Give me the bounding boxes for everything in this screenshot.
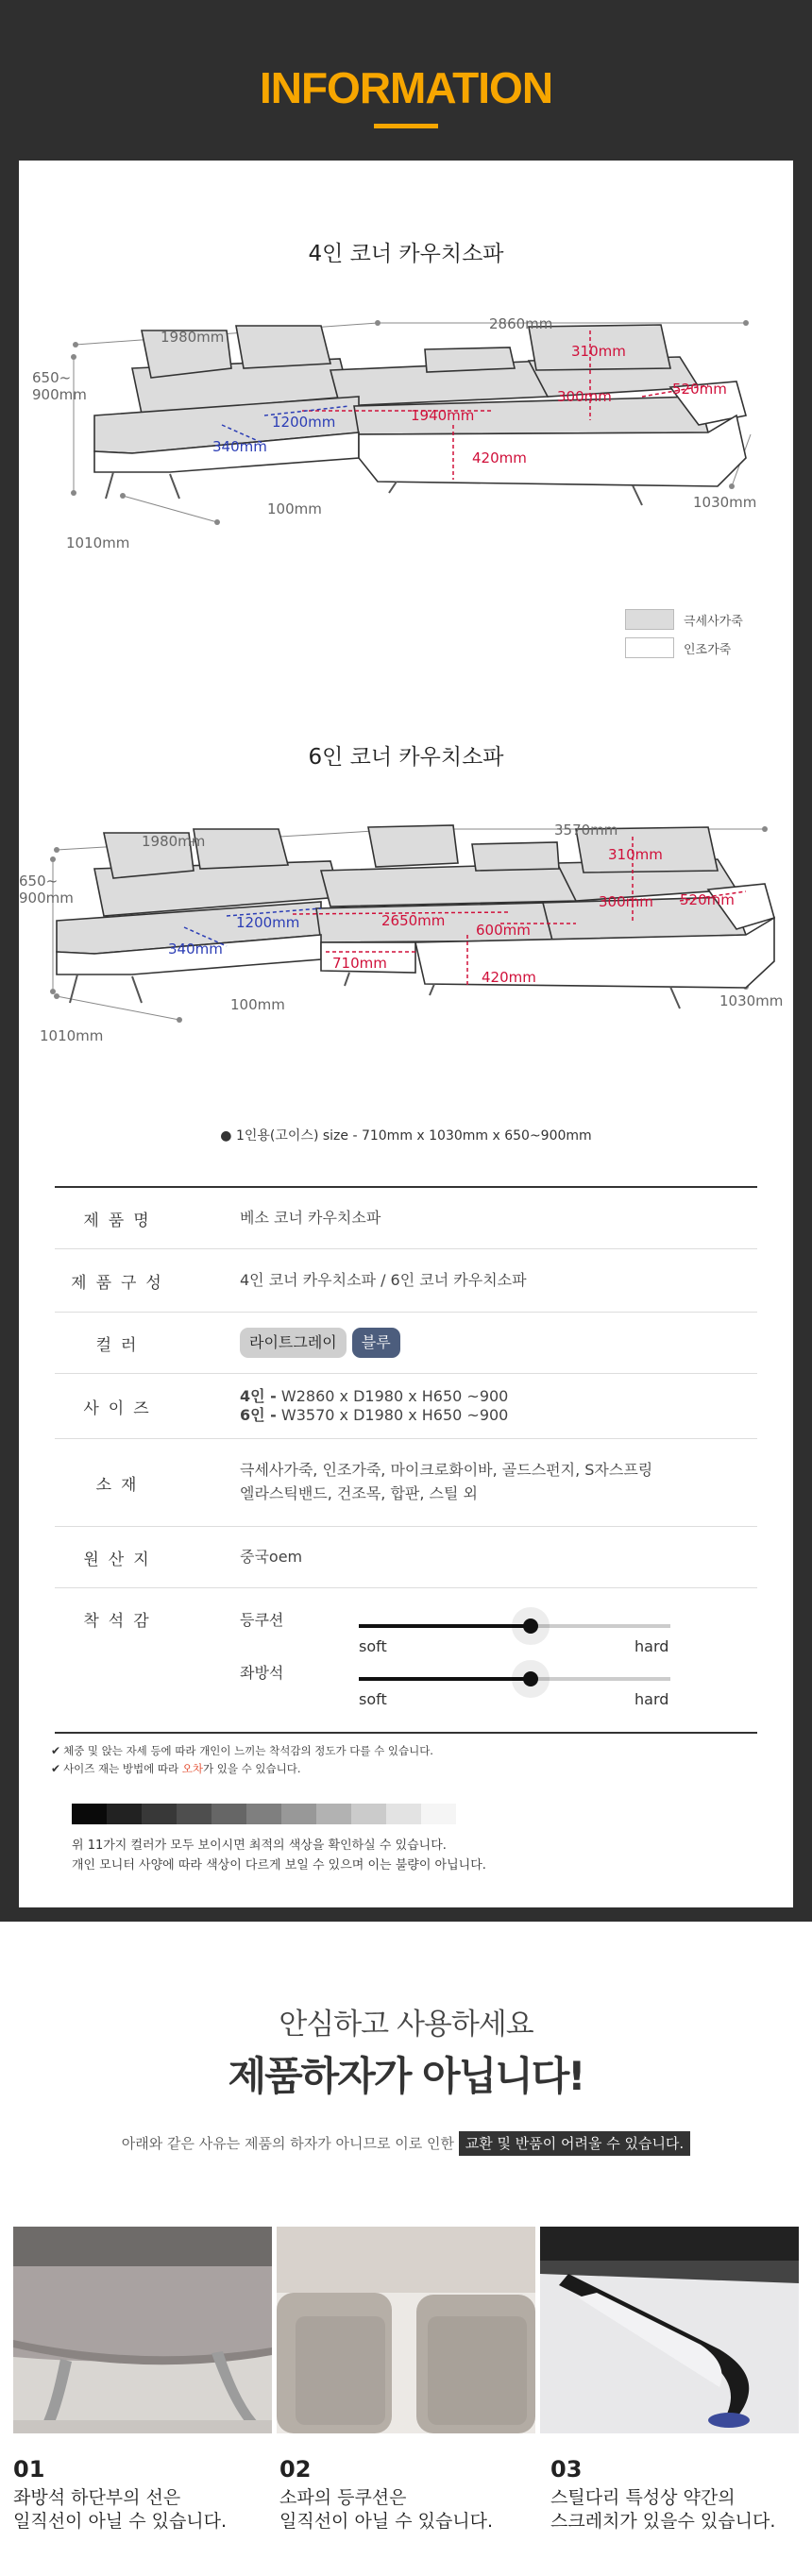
dim-height-line2: 900mm xyxy=(19,890,74,907)
dim-seat-height: 420mm xyxy=(472,449,527,466)
color-test-palette xyxy=(72,1804,456,1824)
notes xyxy=(51,1742,433,1778)
palette-swatch xyxy=(107,1804,142,1824)
dim-depth-left: 1010mm xyxy=(66,534,130,551)
caption-number: 03 xyxy=(550,2456,583,2483)
photo-back-cushion xyxy=(277,2227,535,2433)
caption-line: 스크레치가 있을수 있습니다. xyxy=(550,2510,776,2532)
dim-height-line1: 650~ xyxy=(19,873,59,890)
safety-desc-highlight: 교환 및 반품이 어려울 수 있습니다. xyxy=(459,2131,690,2156)
dim-back: 300mm xyxy=(599,893,653,910)
check-icon: ✔ xyxy=(51,1762,61,1776)
sofa-diagram-4seat xyxy=(19,293,793,604)
dim-module: 710mm xyxy=(332,955,387,972)
note-text: 체중 및 앉는 자세 등에 따라 개인이 느끼는 착석감의 정도가 다를 수 있습니다. xyxy=(63,1744,433,1757)
dim-arm-left: 340mm xyxy=(212,438,267,455)
palette-note-line: 개인 모니터 사양에 따라 색상이 다르게 보일 수 있으며 이는 불량이 아닙니다. xyxy=(72,1857,486,1873)
photo-seat-bottom xyxy=(13,2227,272,2433)
dim-seat-main: 1940mm xyxy=(411,407,475,424)
caption-01 xyxy=(13,2455,273,2534)
comfort-fill xyxy=(359,1677,531,1681)
dim-leg: 100mm xyxy=(230,996,285,1013)
spec-label: 소재 xyxy=(95,1475,146,1495)
size-value: W3570 x D1980 x H650 ~900 xyxy=(276,1406,509,1424)
caption-line: 일직선이 아닐 수 있습니다. xyxy=(13,2510,228,2532)
dim-height-line1: 650~ xyxy=(32,369,72,386)
dim-headrest: 310mm xyxy=(608,846,663,863)
caption-line: 좌방석 하단부의 선은 xyxy=(13,2487,181,2509)
material-legend xyxy=(625,609,743,666)
spec-value xyxy=(240,1527,757,1587)
safety-desc-text: 아래와 같은 사유는 제품의 하자가 아니므로 이로 인한 xyxy=(121,2135,459,2152)
model-title-4seat: 4인 코너 카우치소파 xyxy=(308,242,504,266)
dim-width-left: 1980mm xyxy=(161,329,225,346)
spec-row-material xyxy=(55,1439,757,1527)
dim-seat-mid: 600mm xyxy=(476,922,531,939)
palette-swatch xyxy=(72,1804,107,1824)
note-text: 사이즈 재는 방법에 따라 xyxy=(63,1762,182,1776)
palette-swatch xyxy=(281,1804,316,1824)
origin-value: 중국oem xyxy=(240,1547,303,1566)
dim-leg: 100mm xyxy=(267,500,322,517)
legend-label: 극세사가죽 xyxy=(684,614,743,629)
dim-depth-right: 1030mm xyxy=(693,494,757,511)
comfort-track xyxy=(359,1677,670,1681)
dim-headrest: 310mm xyxy=(571,343,626,360)
palette-swatch xyxy=(386,1804,421,1824)
palette-swatch xyxy=(211,1804,246,1824)
safety-description xyxy=(0,2133,812,2153)
caption-line: 일직선이 아닐 수 있습니다. xyxy=(279,2510,494,2532)
dim-depth-right: 1030mm xyxy=(719,992,784,1009)
spec-label: 원산지 xyxy=(83,1550,159,1569)
comfort-soft-label: soft xyxy=(359,1690,387,1708)
spec-value xyxy=(240,1249,757,1312)
palette-swatch xyxy=(177,1804,211,1824)
caption-line: 스틸다리 특성상 약간의 xyxy=(550,2487,736,2509)
size-label-bold: 4인 - xyxy=(240,1387,277,1405)
palette-note-line: 위 11가지 컬러가 모두 보이시면 최적의 색상을 확인하실 수 있습니다. xyxy=(72,1839,447,1853)
comfort-slider-back xyxy=(240,1609,757,1658)
spec-value xyxy=(240,1188,757,1248)
comfort-track xyxy=(359,1624,670,1628)
dim-seat-left: 1200mm xyxy=(236,914,300,931)
size-line-4seat xyxy=(240,1387,757,1406)
legend-item xyxy=(625,637,743,658)
note-line xyxy=(51,1742,433,1760)
palette-swatch xyxy=(351,1804,386,1824)
note-text: 가 있을 수 있습니다. xyxy=(203,1762,301,1776)
palette-swatch xyxy=(142,1804,177,1824)
model-title-6seat: 6인 코너 카우치소파 xyxy=(308,745,504,770)
size-label-bold: 6인 - xyxy=(240,1406,277,1424)
single-seat-size-note: ● 1인용(고이스) size - 710mm x 1030mm x 650~900mm xyxy=(220,1128,592,1144)
note-highlight: 오차 xyxy=(181,1762,203,1776)
comfort-soft-label: soft xyxy=(359,1637,387,1655)
comfort-name: 좌방석 xyxy=(240,1664,284,1682)
palette-swatch xyxy=(316,1804,351,1824)
caption-number: 02 xyxy=(279,2456,312,2483)
spec-row-size xyxy=(55,1374,757,1439)
comfort-hard-label: hard xyxy=(634,1637,669,1655)
spec-label: 제품명 xyxy=(83,1211,159,1230)
palette-swatch xyxy=(421,1804,456,1824)
palette-swatch xyxy=(246,1804,281,1824)
dim-arm: 520mm xyxy=(672,381,727,398)
spec-row-comfort xyxy=(55,1588,757,1732)
color-chip-lightgray[interactable]: 라이트그레이 xyxy=(240,1328,347,1359)
spec-row-origin xyxy=(55,1527,757,1588)
caption-03 xyxy=(550,2455,810,2534)
caption-number: 01 xyxy=(13,2456,45,2483)
dim-width-left: 1980mm xyxy=(142,833,206,850)
information-card xyxy=(19,161,793,1907)
spec-value xyxy=(240,1313,757,1373)
comfort-fill xyxy=(359,1624,531,1628)
dim-arm: 520mm xyxy=(680,891,735,908)
comfort-name: 등쿠션 xyxy=(240,1611,284,1629)
spec-label: 제품구성 xyxy=(71,1273,171,1293)
spec-row-composition xyxy=(55,1249,757,1313)
comfort-knob xyxy=(523,1618,538,1634)
title-underline xyxy=(374,124,438,128)
spec-table xyxy=(55,1186,757,1734)
dim-depth-left: 1010mm xyxy=(40,1027,104,1044)
composition-value: 4인 코너 카우치소파 / 6인 코너 카우치소파 xyxy=(240,1270,527,1289)
legend-swatch-leatherette xyxy=(625,637,674,658)
comfort-knob xyxy=(523,1671,538,1686)
note-line xyxy=(51,1760,433,1778)
material-line: 엘라스틱밴드, 건조목, 합판, 스틸 외 xyxy=(240,1484,478,1502)
color-chip-blue[interactable]: 블루 xyxy=(352,1328,400,1359)
information-title: INFORMATION xyxy=(259,63,553,112)
spec-value xyxy=(240,1588,757,1732)
spec-label: 사이즈 xyxy=(83,1398,159,1418)
dim-seat-main: 2650mm xyxy=(381,912,446,929)
legend-swatch-microfiber xyxy=(625,609,674,630)
caption-02 xyxy=(279,2455,539,2534)
dim-seat-left: 1200mm xyxy=(272,414,336,431)
dim-seat-height: 420mm xyxy=(482,969,536,986)
legend-item xyxy=(625,609,743,630)
dim-arm-left: 340mm xyxy=(168,941,223,958)
comfort-hard-label: hard xyxy=(634,1690,669,1708)
legend-label: 인조가죽 xyxy=(684,642,732,657)
material-line: 극세사가죽, 인조가죽, 마이크로화이바, 골드스펀지, S자스프링 xyxy=(240,1461,653,1480)
photo-steel-leg xyxy=(540,2227,799,2433)
spec-value xyxy=(240,1374,757,1438)
size-value: W2860 x D1980 x H650 ~900 xyxy=(276,1387,509,1405)
safety-title: 제품하자가 아닙니다! xyxy=(228,2053,584,2099)
sofa-diagram-6seat xyxy=(19,803,793,1105)
dim-width-total: 2860mm xyxy=(489,315,553,332)
spec-label: 컬러 xyxy=(95,1335,146,1355)
spec-label: 착석감 xyxy=(83,1612,159,1631)
product-name-value: 베소 코너 카우치소파 xyxy=(240,1208,381,1227)
spec-row-color xyxy=(55,1313,757,1374)
palette-note xyxy=(72,1837,486,1876)
caption-line: 소파의 등쿠션은 xyxy=(279,2487,407,2509)
safety-subtitle: 안심하고 사용하세요 xyxy=(279,2008,533,2042)
spec-row-product-name xyxy=(55,1188,757,1249)
check-icon: ✔ xyxy=(51,1744,61,1757)
size-line-6seat xyxy=(240,1406,757,1425)
dim-width-total: 3570mm xyxy=(554,822,618,839)
spec-value xyxy=(240,1439,757,1526)
dim-height-line2: 900mm xyxy=(32,386,87,403)
comfort-slider-seat xyxy=(240,1662,757,1711)
dim-back: 300mm xyxy=(557,388,612,405)
